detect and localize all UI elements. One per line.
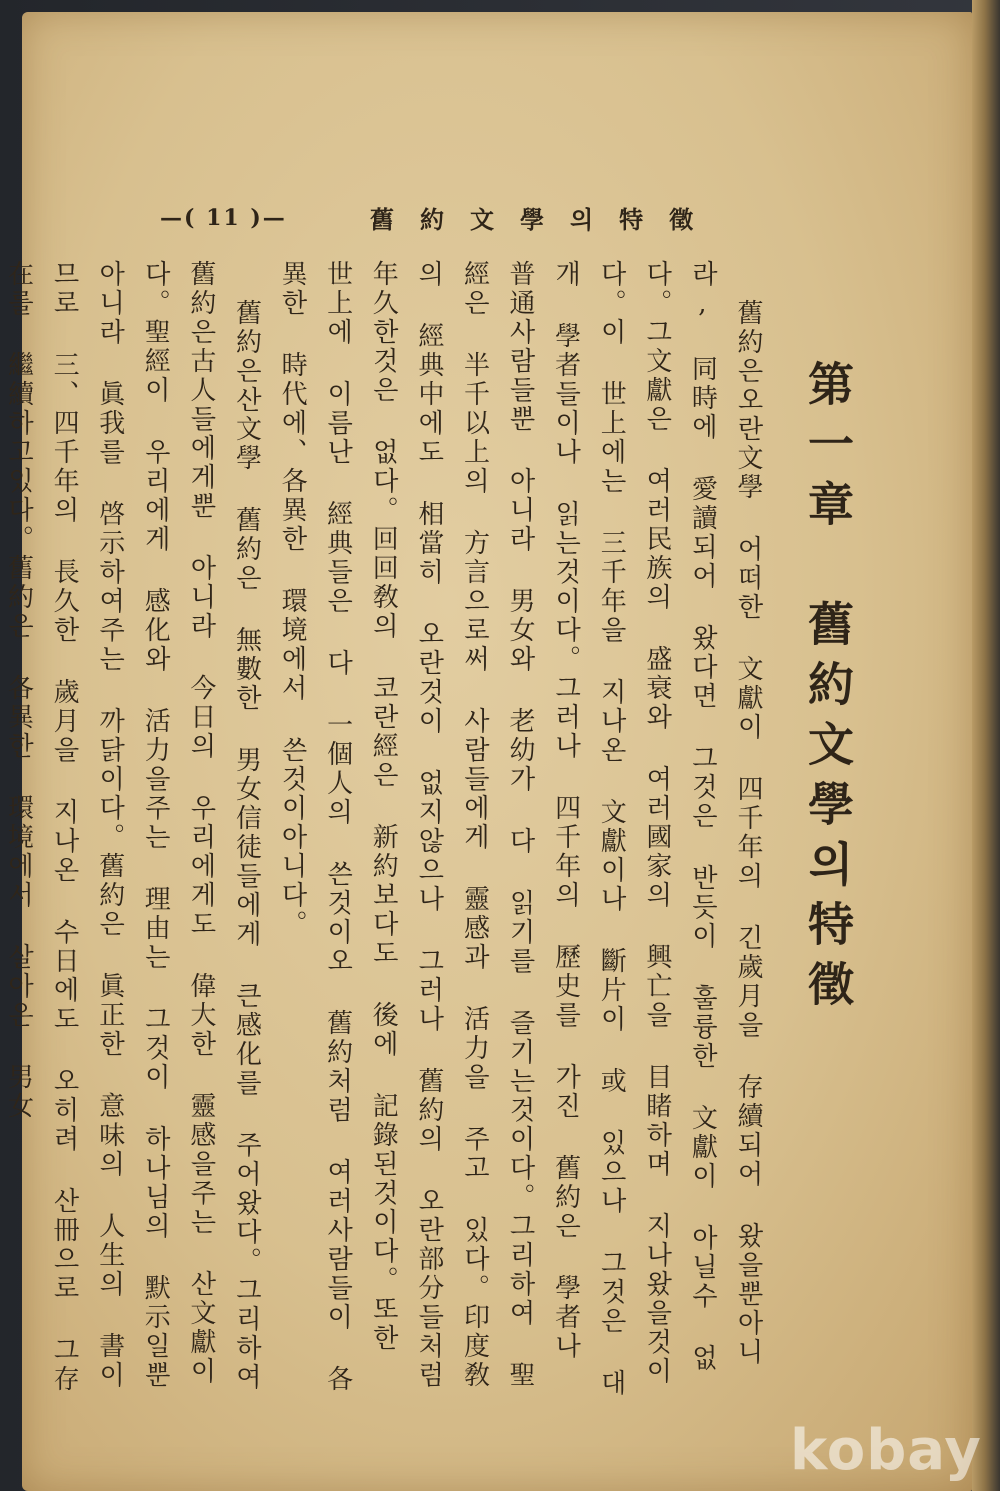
paragraph: 舊約은산文學 舊約은 無數한 男女信徒들에게 큰感化를 주어왔다。그리하여 舊約은古人들에게뿐 아니라 今日의 우리에게도 偉大한 靈感을주는 산文獻이다。聖經이 우리에게 感化와 活力을주는 理由는 그것이 하나님의 默示일뿐 아니라 眞我를 啓示하여주는 까닭이다。舊約은 眞正한 意味의 人生의 書이므로 三、四千年의 長久한 歲月을 지나온 수日에도 오히려 산冊으로 그存在를 繼續하고있다。舊約은 各異한 環境에서 살아온 男女 (3, 260, 262, 1394)
book-page-edge (972, 0, 1000, 1491)
running-title: 舊約文學의特徵 (370, 205, 720, 234)
watermark-logo: kobay (790, 1418, 982, 1483)
body-text (3, 260, 770, 1400)
chapter-title: 第一章 舊約文學의特徵 (801, 360, 855, 1020)
paragraph: 舊約은오란文學 어떠한 文獻이 四千年의 긴歲月을 存續되어 왔을뿐아니라, 同時에 愛讀되어 왔다면 그것은 반듯이 훌륭한 文獻이 아닐수 없다。그文獻은 여러民族의 盛衰와 여러國家의 興亡을 目睹하며 지나왔을것이다。이 世上에는 三千年을 지나온 文獻이나 斷片이 或 있으나 그것은 대개 學者들이나 읽는것이다。그러나 四千年의 歷史를 가진 舊約은 學者나 普通사람들뿐 아니라 男女와 老幼가 다 읽기를 즐기는것이다。그리하여 聖經은 半千以上의 方言으로써 사람들에게 靈感과 活力을 주고 있다。印度敎의 經典中에도 相當히 오란것이 없지않으나 그러나 舊約의 오란部分들처럼 年久한것은 없다。回回敎의 코란經은 新約보다도 後에 記錄된것이다。또한 世上에 이름난 經典들은 다 一個人의 쓴것이오 舊約처럼 여러사람들이 各異한 時代에、各異한 環境에서 쓴것이아니다。 (277, 260, 763, 1398)
page-number: —( 11 )— (160, 205, 287, 231)
